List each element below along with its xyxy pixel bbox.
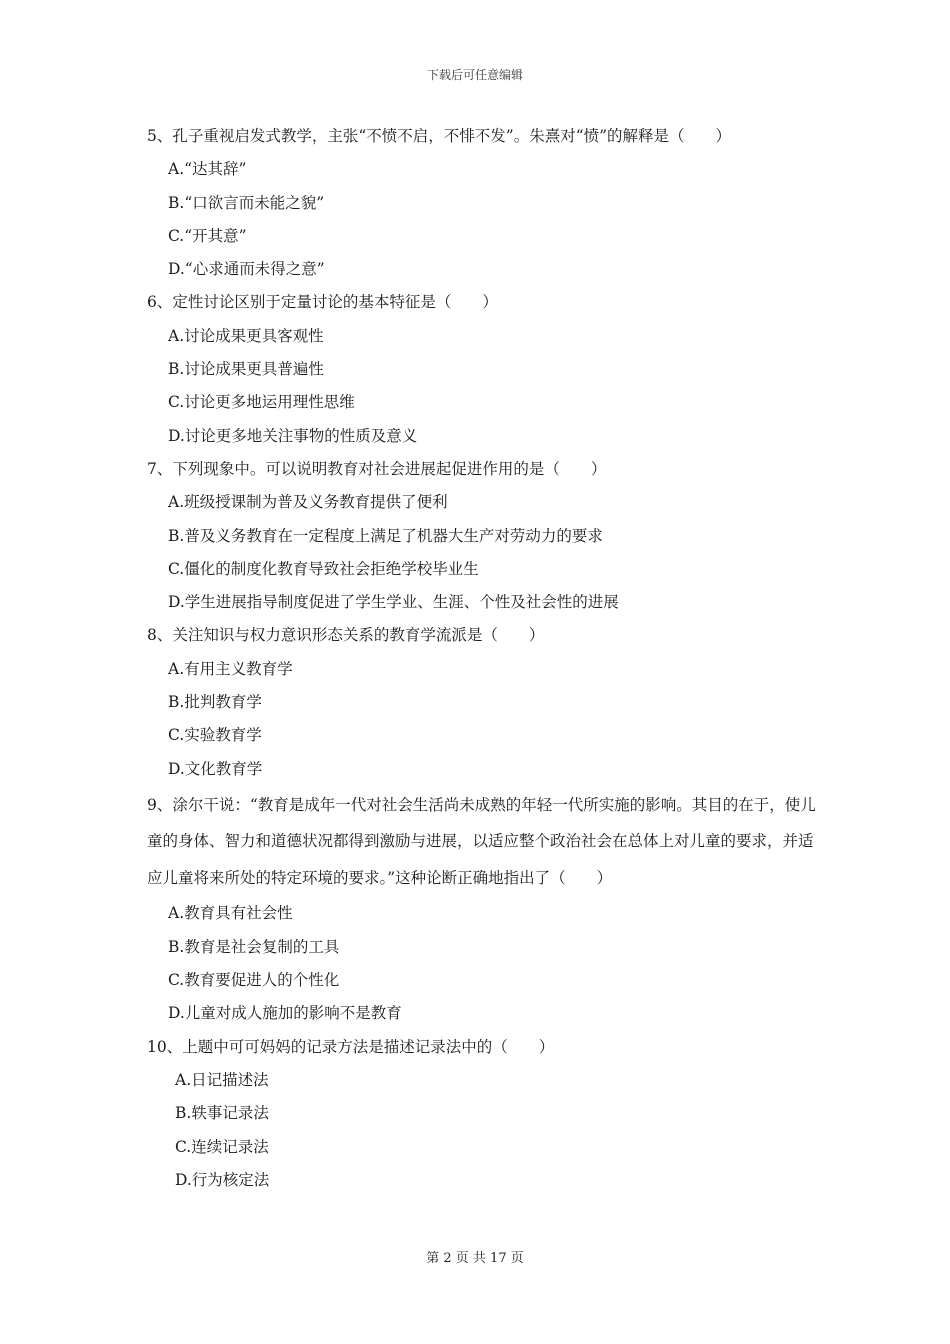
question-9-stem: 9、涂尔干说：“教育是成年一代对社会生活尚未成熟的年轻一代所实施的影响。其目的在于，使儿童的身体、智力和道德状况都得到激励与进展，以适应整个政治社会在总体上对儿童的要求，并适应儿童将来所处的特定环境的要求。”这种论断正确地指出了（ ） bbox=[147, 795, 816, 887]
question-7-option-a: A.班级授课制为普及义务教育提供了便利 bbox=[168, 493, 448, 512]
question-5-stem: 5、孔子重视启发式教学，主张“不愤不启，不悱不发”。朱熹对“愤”的解释是（ ） bbox=[147, 127, 732, 145]
question-8-stem: 8、关注知识与权力意识形态关系的教育学流派是（ ） bbox=[147, 626, 545, 645]
question-6-stem: 6、定性讨论区别于定量讨论的基本特征是（ ） bbox=[147, 293, 498, 312]
question-8-option-b: B.批判教育学 bbox=[168, 693, 262, 712]
question-list bbox=[147, 120, 817, 1197]
question-5-option-b: B.“口欲言而未能之貌” bbox=[168, 193, 325, 212]
question-8-option-a: A.有用主义教育学 bbox=[168, 659, 293, 678]
question-10-option-a: A.日记描述法 bbox=[175, 1070, 269, 1089]
question-10-option-d: D.行为核定法 bbox=[175, 1170, 270, 1189]
question-7-option-c: C.僵化的制度化教育导致社会拒绝学校毕业生 bbox=[168, 559, 479, 578]
question-10-stem: 10、上题中可可妈妈的记录方法是描述记录法中的（ ） bbox=[147, 1037, 555, 1056]
question-9-option-d: D.儿童对成人施加的影响不是教育 bbox=[168, 1004, 402, 1023]
question-5-option-a: A.“达其辞” bbox=[168, 160, 247, 179]
question-9-option-a: A.教育具有社会性 bbox=[168, 904, 293, 923]
page-header: 下载后可任意编辑 bbox=[426, 68, 523, 82]
question-10-option-c: C.连续记录法 bbox=[175, 1137, 269, 1156]
question-6-option-d: D.讨论更多地关注事物的性质及意义 bbox=[168, 426, 418, 445]
question-9-option-c: C.教育要促进人的个性化 bbox=[168, 971, 340, 990]
question-10-option-b: B.轶事记录法 bbox=[175, 1104, 269, 1123]
question-6-option-b: B.讨论成果更具普遍性 bbox=[168, 360, 324, 379]
question-8-option-d: D.文化教育学 bbox=[168, 759, 263, 778]
question-5-option-d: D.“心求通而未得之意” bbox=[168, 260, 325, 279]
question-7-option-d: D.学生进展指导制度促进了学生学业、生涯、个性及社会性的进展 bbox=[168, 593, 619, 612]
question-6-option-a: A.讨论成果更具客观性 bbox=[168, 326, 324, 345]
question-7-option-b: B.普及义务教育在一定程度上满足了机器大生产对劳动力的要求 bbox=[168, 526, 603, 545]
page-footer: 第 2 页 共 17 页 bbox=[426, 1251, 524, 1266]
question-8-option-c: C.实验教育学 bbox=[168, 726, 262, 745]
question-5-option-c: C.“开其意” bbox=[168, 226, 247, 245]
question-9-option-b: B.教育是社会复制的工具 bbox=[168, 937, 340, 956]
question-6-option-c: C.讨论更多地运用理性思维 bbox=[168, 393, 355, 412]
question-7-stem: 7、下列现象中。可以说明教育对社会进展起促进作用的是（ ） bbox=[147, 459, 607, 478]
